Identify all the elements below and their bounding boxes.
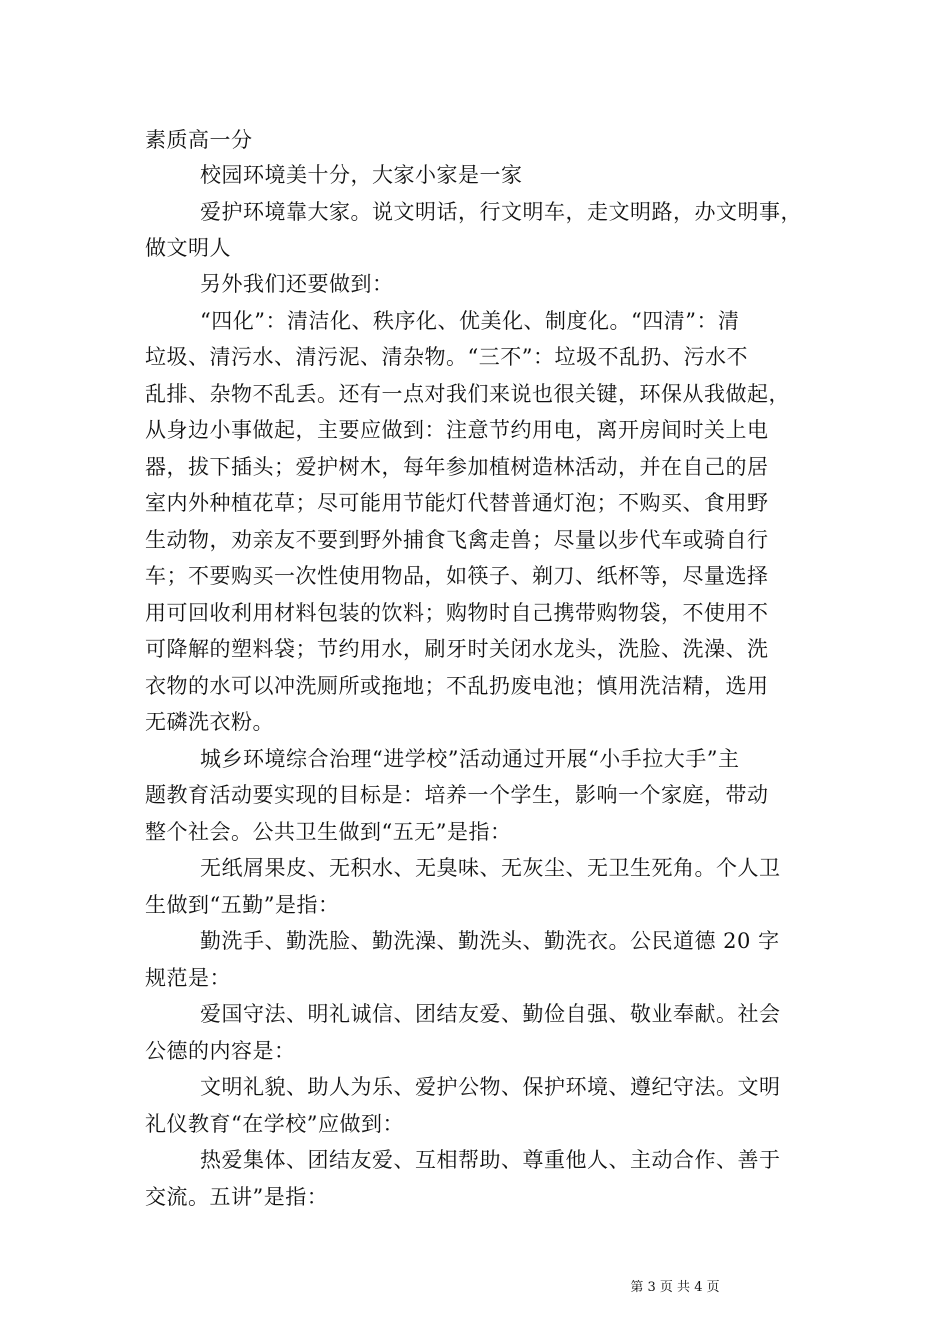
text-line: 城乡环境综合治理“进学校”活动通过开展“小手拉大手”主 (200, 747, 740, 771)
text-line: 做文明人 (145, 236, 231, 260)
text-line: 器，拔下插头；爱护树木，每年参加植树造林活动，并在自己的居 (145, 455, 769, 479)
text-line: 生动物，劝亲友不要到野外捕食飞禽走兽；尽量以步代车或骑自行 (145, 528, 769, 552)
text-line: 可降解的塑料袋；节约用水，刷牙时关闭水龙头，洗脸、洗澡、洗 (145, 637, 769, 661)
text-line: 交流。五讲”是指： (145, 1185, 329, 1209)
text-line: 生做到“五勤”是指： (145, 893, 340, 917)
text-line: 垃圾、清污水、清污泥、清杂物。“三不”：垃圾不乱扔、污水不 (145, 345, 748, 369)
text-line: 用可回收利用材料包装的饮料；购物时自己携带购物袋，不使用不 (145, 601, 769, 625)
text-line: 校园环境美十分，大家小家是一家 (200, 163, 523, 187)
text-line: 从身边小事做起，主要应做到：注意节约用电，离开房间时关上电 (145, 418, 769, 442)
text-line: 公德的内容是： (145, 1039, 296, 1063)
text-line: 题教育活动要实现的目标是：培养一个学生，影响一个家庭，带动 (145, 783, 769, 807)
text-line: 整个社会。公共卫生做到“五无”是指： (145, 820, 512, 844)
text-line: 乱排、杂物不乱丢。还有一点对我们来说也很关键，环保从我做起， (145, 382, 790, 406)
text-line: 另外我们还要做到： (200, 272, 394, 296)
text-line: 爱护环境靠大家。说文明话，行文明车，走文明路，办文明事， (200, 200, 802, 224)
text-line: 热爱集体、团结友爱、互相帮助、尊重他人、主动合作、善于 (200, 1148, 781, 1172)
text-line: “四化”：清洁化、秩序化、优美化、制度化。“四清”：清 (200, 309, 740, 333)
text-line: 素质高一分 (145, 128, 253, 152)
text-line: 无磷洗衣粉。 (145, 710, 274, 734)
text-line: 无纸屑果皮、无积水、无臭味、无灰尘、无卫生死角。个人卫 (200, 856, 781, 880)
text-line: 爱国守法、明礼诚信、团结友爱、勤俭自强、敬业奉献。社会 (200, 1002, 781, 1026)
text-line: 规范是： (145, 966, 231, 990)
text-line: 室内外种植花草；尽可能用节能灯代替普通灯泡；不购买、食用野 (145, 491, 769, 515)
text-line: 车；不要购买一次性使用物品，如筷子、剃刀、纸杯等，尽量选择 (145, 564, 769, 588)
text-line: 勤洗手、勤洗脸、勤洗澡、勤洗头、勤洗衣。公民道德 20 字 (200, 929, 780, 953)
text-line: 衣物的水可以冲洗厕所或拖地；不乱扔废电池；慎用洗洁精，选用 (145, 674, 769, 698)
text-line: 文明礼貌、助人为乐、爱护公物、保护环境、遵纪守法。文明 (200, 1075, 781, 1099)
text-line: 礼仪教育“在学校”应做到： (145, 1112, 404, 1136)
page-number: 第 3 页 共 4 页 (630, 1280, 720, 1295)
